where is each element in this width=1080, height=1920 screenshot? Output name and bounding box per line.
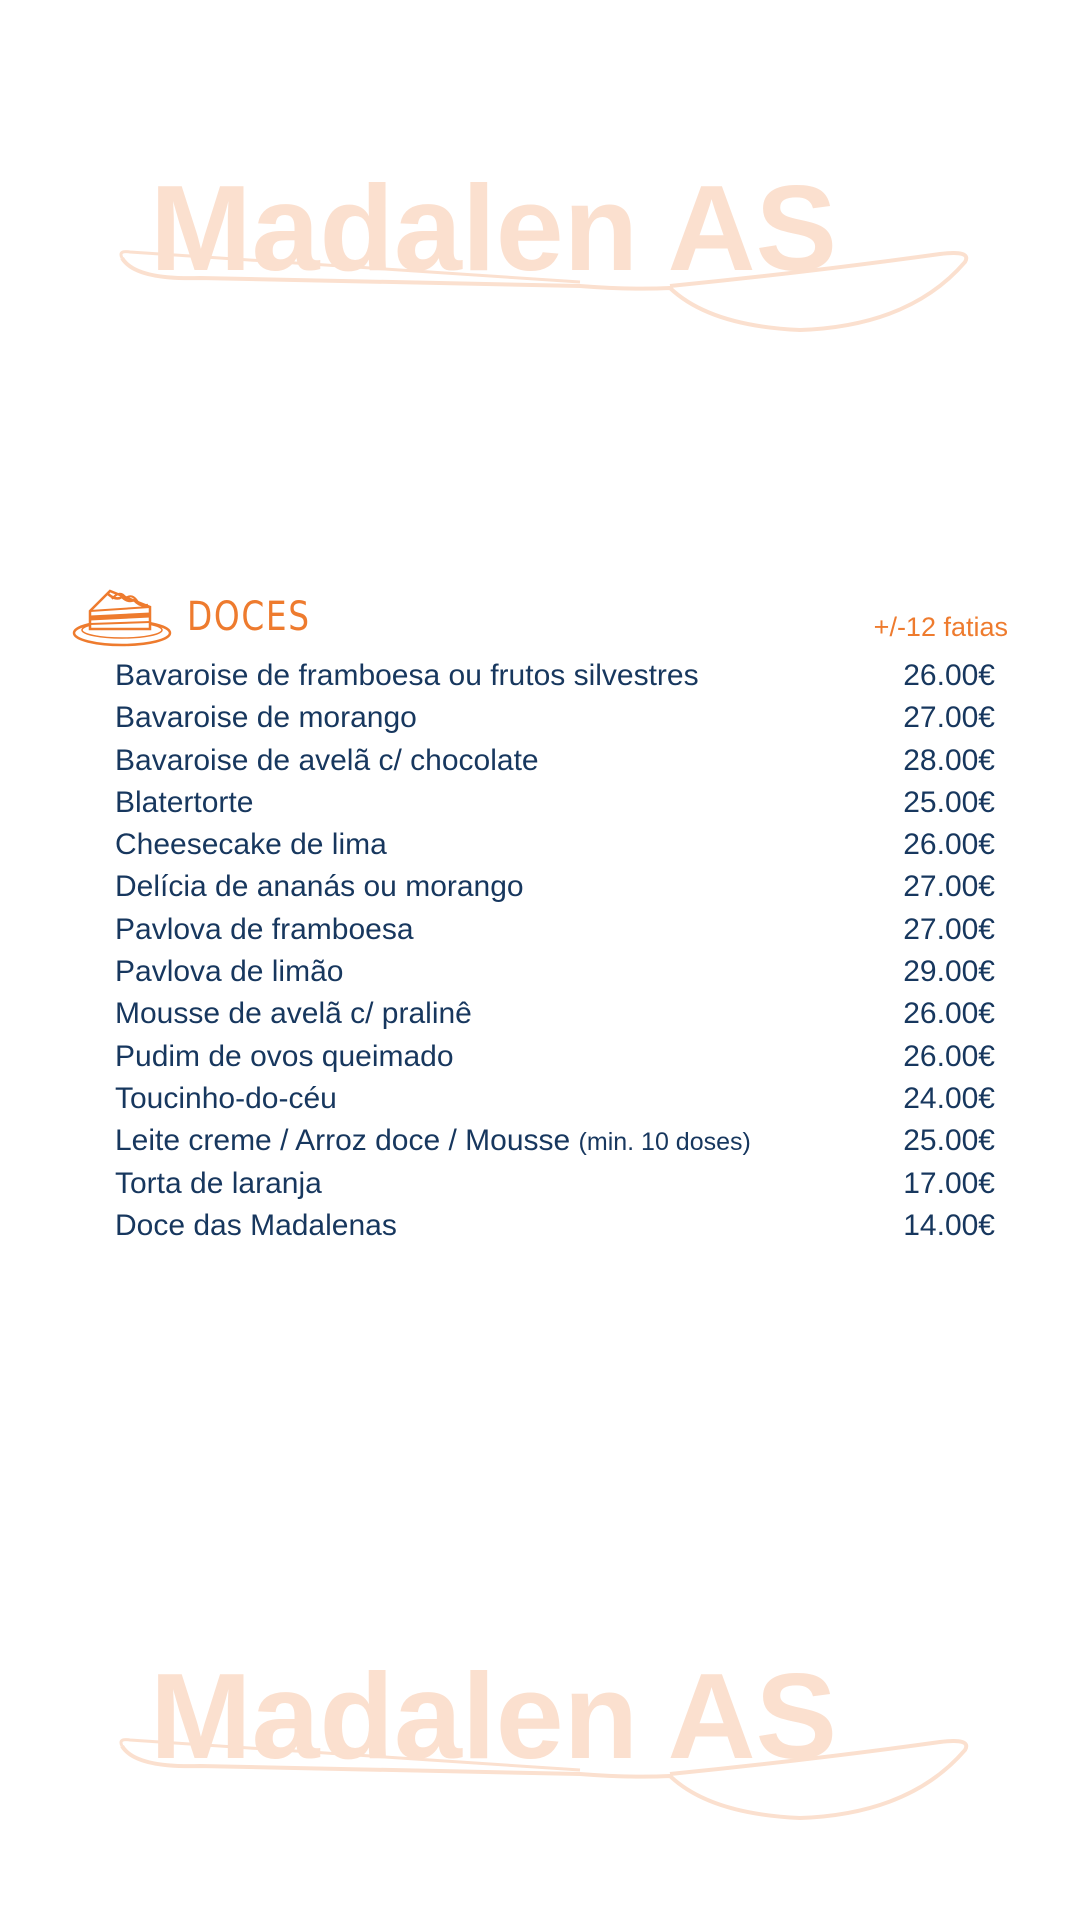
item-name: Mousse de avelã c/ pralinê — [115, 997, 472, 1031]
item-name: Pavlova de framboesa — [115, 912, 414, 946]
menu-item — [115, 1163, 995, 1205]
item-price: 26.00€ — [903, 828, 995, 862]
menu-item — [115, 993, 995, 1035]
brand-logo-top-art — [110, 140, 980, 350]
item-name: Bavaroise de avelã c/ chocolate — [115, 743, 539, 777]
menu-item — [115, 1120, 995, 1162]
item-price: 29.00€ — [903, 955, 995, 989]
item-name: Cheesecake de lima — [115, 828, 387, 862]
item-price: 17.00€ — [903, 1166, 995, 1200]
item-name: Bavaroise de morango — [115, 701, 417, 735]
item-price: 25.00€ — [903, 1124, 995, 1158]
menu-item — [115, 951, 995, 993]
item-price: 27.00€ — [903, 701, 995, 735]
menu-item — [115, 866, 995, 908]
item-price: 28.00€ — [903, 743, 995, 777]
portion-note: +/-12 fatias — [873, 612, 1008, 642]
menu-item — [115, 740, 995, 782]
item-price: 26.00€ — [903, 997, 995, 1031]
menu-item — [115, 782, 995, 824]
item-price: 24.00€ — [903, 1081, 995, 1115]
item-price: 26.00€ — [903, 659, 995, 692]
menu-item — [115, 1078, 995, 1120]
menu-item — [115, 697, 995, 739]
menu-item — [115, 909, 995, 951]
item-name: Toucinho-do-céu — [115, 1081, 337, 1115]
item-price: 25.00€ — [903, 785, 995, 819]
section-title: DOCES — [187, 594, 311, 640]
menu-item — [115, 1036, 995, 1078]
brand-logo-bottom — [110, 1628, 980, 1838]
cake-slice-icon — [72, 585, 176, 647]
item-name: Blatertorte — [115, 785, 254, 819]
item-name: Torta de laranja — [115, 1166, 322, 1200]
item-name: Doce das Madalenas — [115, 1208, 397, 1242]
item-name: Bavaroise de framboesa ou frutos silvestres — [115, 659, 699, 692]
menu-list — [115, 655, 995, 1247]
menu-item — [115, 655, 995, 697]
item-name: Pavlova de limão — [115, 955, 344, 989]
logo-text: Madalen AS — [150, 160, 837, 296]
item-name: Delícia de ananás ou morango — [115, 870, 524, 904]
item-price: 26.00€ — [903, 1039, 995, 1073]
logo-text: Madalen AS — [150, 1648, 837, 1784]
brand-logo-bottom-art — [110, 1628, 980, 1838]
section-header — [72, 585, 1008, 647]
brand-logo-top — [110, 140, 980, 350]
item-price: 27.00€ — [903, 912, 995, 946]
menu-item — [115, 1205, 995, 1247]
item-price: 27.00€ — [903, 870, 995, 904]
item-name: Pudim de ovos queimado — [115, 1039, 454, 1073]
item-name: Leite creme / Arroz doce / Mousse (min. 10 doses) — [115, 1124, 751, 1158]
menu-item — [115, 824, 995, 866]
item-price: 14.00€ — [903, 1208, 995, 1242]
